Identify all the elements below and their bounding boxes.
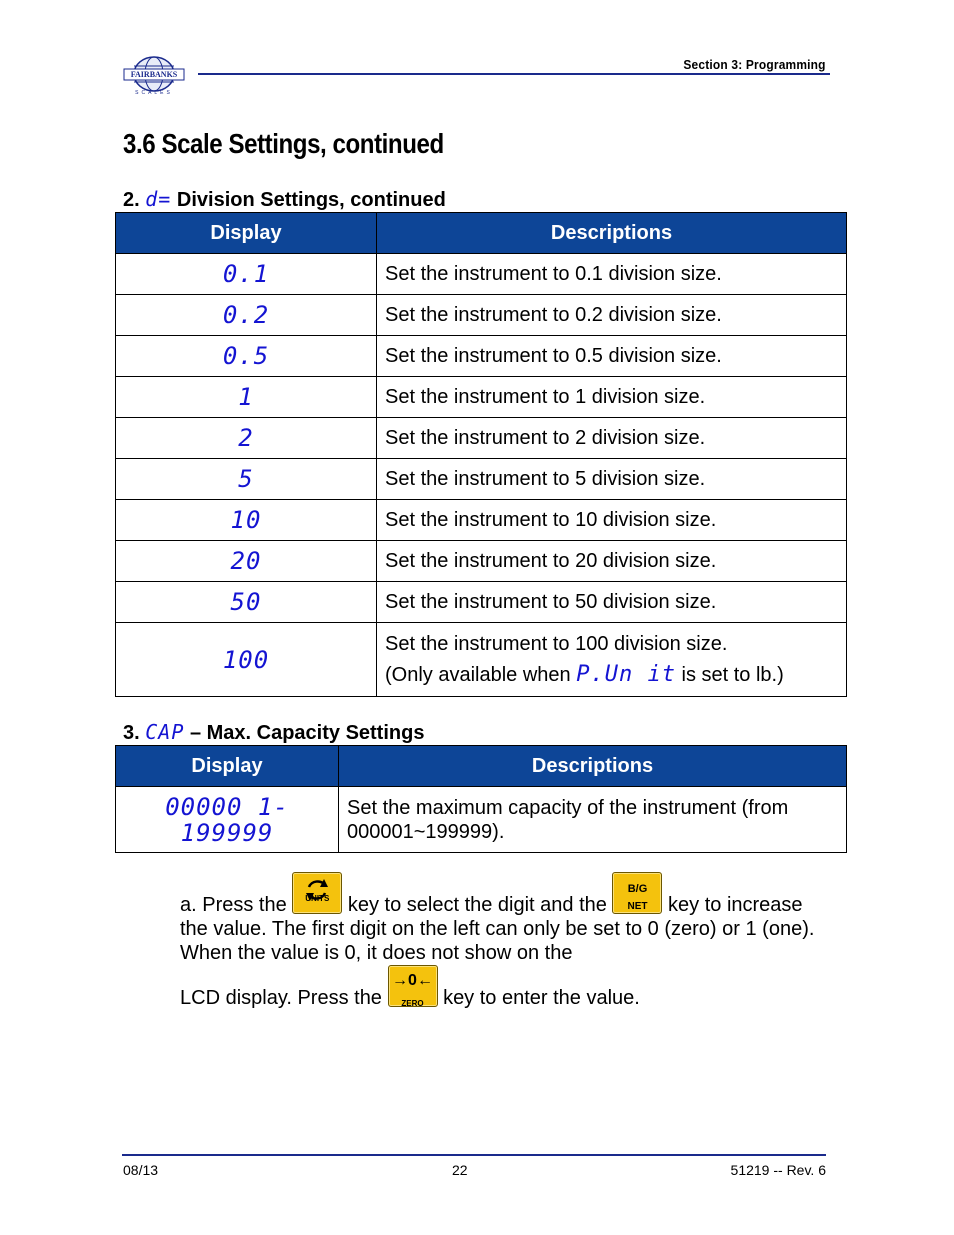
row-description: Set the instrument to 100 division size. (385, 632, 728, 655)
instruction-text: key to enter the value. (443, 987, 640, 1009)
instruction-text: a. Press the (180, 894, 287, 916)
table-row (116, 295, 847, 336)
lcd-display-value: 0.2 (222, 301, 270, 329)
division-number: 2. (123, 189, 140, 211)
section-label: Section 3: Programming (683, 57, 826, 72)
table-row (116, 582, 847, 623)
zero-key-label: ZERO (401, 999, 424, 1008)
instruction-paragraph (180, 872, 820, 1010)
lcd-display-value: 2 (238, 424, 254, 452)
footer-divider (122, 1154, 826, 1156)
lcd-display-value: 100 (222, 645, 270, 674)
table-row (116, 623, 847, 697)
capacity-number: 3. (123, 722, 140, 744)
bg-net-key-icon (612, 872, 662, 914)
lcd-display-value: 50 (230, 588, 262, 616)
bg-key-label: B/G (627, 883, 648, 895)
fairbanks-logo (122, 54, 186, 98)
row-description: Set the instrument to 10 division size. (377, 500, 847, 541)
units-key-label: UNITS (305, 894, 330, 903)
col-header-display: Display (116, 213, 377, 254)
col-header-display: Display (116, 746, 339, 787)
row-description: Set the instrument to 0.2 division size. (377, 295, 847, 336)
zero-key-arrows: →0← (392, 972, 433, 989)
capacity-code: CAP (145, 720, 185, 744)
lcd-display-value: 0.1 (222, 260, 270, 288)
net-key-label: NET (627, 901, 648, 912)
note-prefix: (Only available when (385, 663, 571, 686)
page-title: 3.6 Scale Settings, continued (123, 128, 444, 159)
row-description: Set the maximum capacity of the instrument (from 000001~199999). (339, 787, 847, 853)
row-description: Set the instrument to 5 division size. (377, 459, 847, 500)
row-note (385, 662, 838, 687)
table-row (116, 459, 847, 500)
zero-key-icon (388, 965, 438, 1007)
lcd-display-value: 5 (238, 465, 254, 493)
note-suffix: is set to lb.) (681, 663, 784, 686)
table-row (116, 541, 847, 582)
col-header-descriptions: Descriptions (377, 213, 847, 254)
units-key-icon (292, 872, 342, 914)
division-table (115, 212, 847, 697)
logo-subtext: SCALES (135, 90, 173, 96)
lcd-display-value: 199999 (180, 818, 274, 847)
lcd-display-value: 00000 1- (165, 792, 289, 821)
division-code: d= (145, 187, 172, 211)
division-heading (123, 187, 446, 212)
lcd-display-value: 0.5 (222, 342, 270, 370)
table-row (116, 336, 847, 377)
logo-text: FAIRBANKS (130, 70, 178, 79)
header-divider (198, 73, 830, 75)
division-title: Division Settings, continued (176, 189, 446, 211)
instruction-text: key to select the digit and the (347, 894, 607, 916)
capacity-table (115, 745, 847, 853)
row-description: Set the instrument to 50 division size. (377, 582, 847, 623)
note-lcd-code: P.Un it (576, 661, 676, 687)
col-header-descriptions: Descriptions (339, 746, 847, 787)
row-description: Set the instrument to 0.5 division size. (377, 336, 847, 377)
instruction-text: LCD display. Press the (180, 987, 382, 1009)
table-row (116, 418, 847, 459)
footer-document-number: 51219 -- Rev. 6 (730, 1162, 826, 1178)
table-row (116, 787, 847, 853)
row-description: Set the instrument to 1 division size. (377, 377, 847, 418)
capacity-heading (123, 720, 424, 745)
lcd-display-value: 1 (238, 383, 254, 411)
row-description: Set the instrument to 2 division size. (377, 418, 847, 459)
footer-date: 08/13 (123, 1162, 159, 1178)
capacity-title: – Max. Capacity Settings (189, 722, 425, 744)
lcd-display-value: 20 (230, 547, 262, 575)
table-row (116, 500, 847, 541)
lcd-display-value: 10 (230, 506, 262, 534)
row-description: Set the instrument to 20 division size. (377, 541, 847, 582)
table-row (116, 377, 847, 418)
footer-page-number: 22 (452, 1162, 468, 1178)
row-description: Set the instrument to 0.1 division size. (377, 254, 847, 295)
table-row (116, 254, 847, 295)
row-description-cell (377, 623, 847, 697)
instruction-text: key to increase the value. The first digit on the left can only be set to 0 (zero) or 1 (one). When the value is 0, it does not show on the (180, 894, 815, 964)
